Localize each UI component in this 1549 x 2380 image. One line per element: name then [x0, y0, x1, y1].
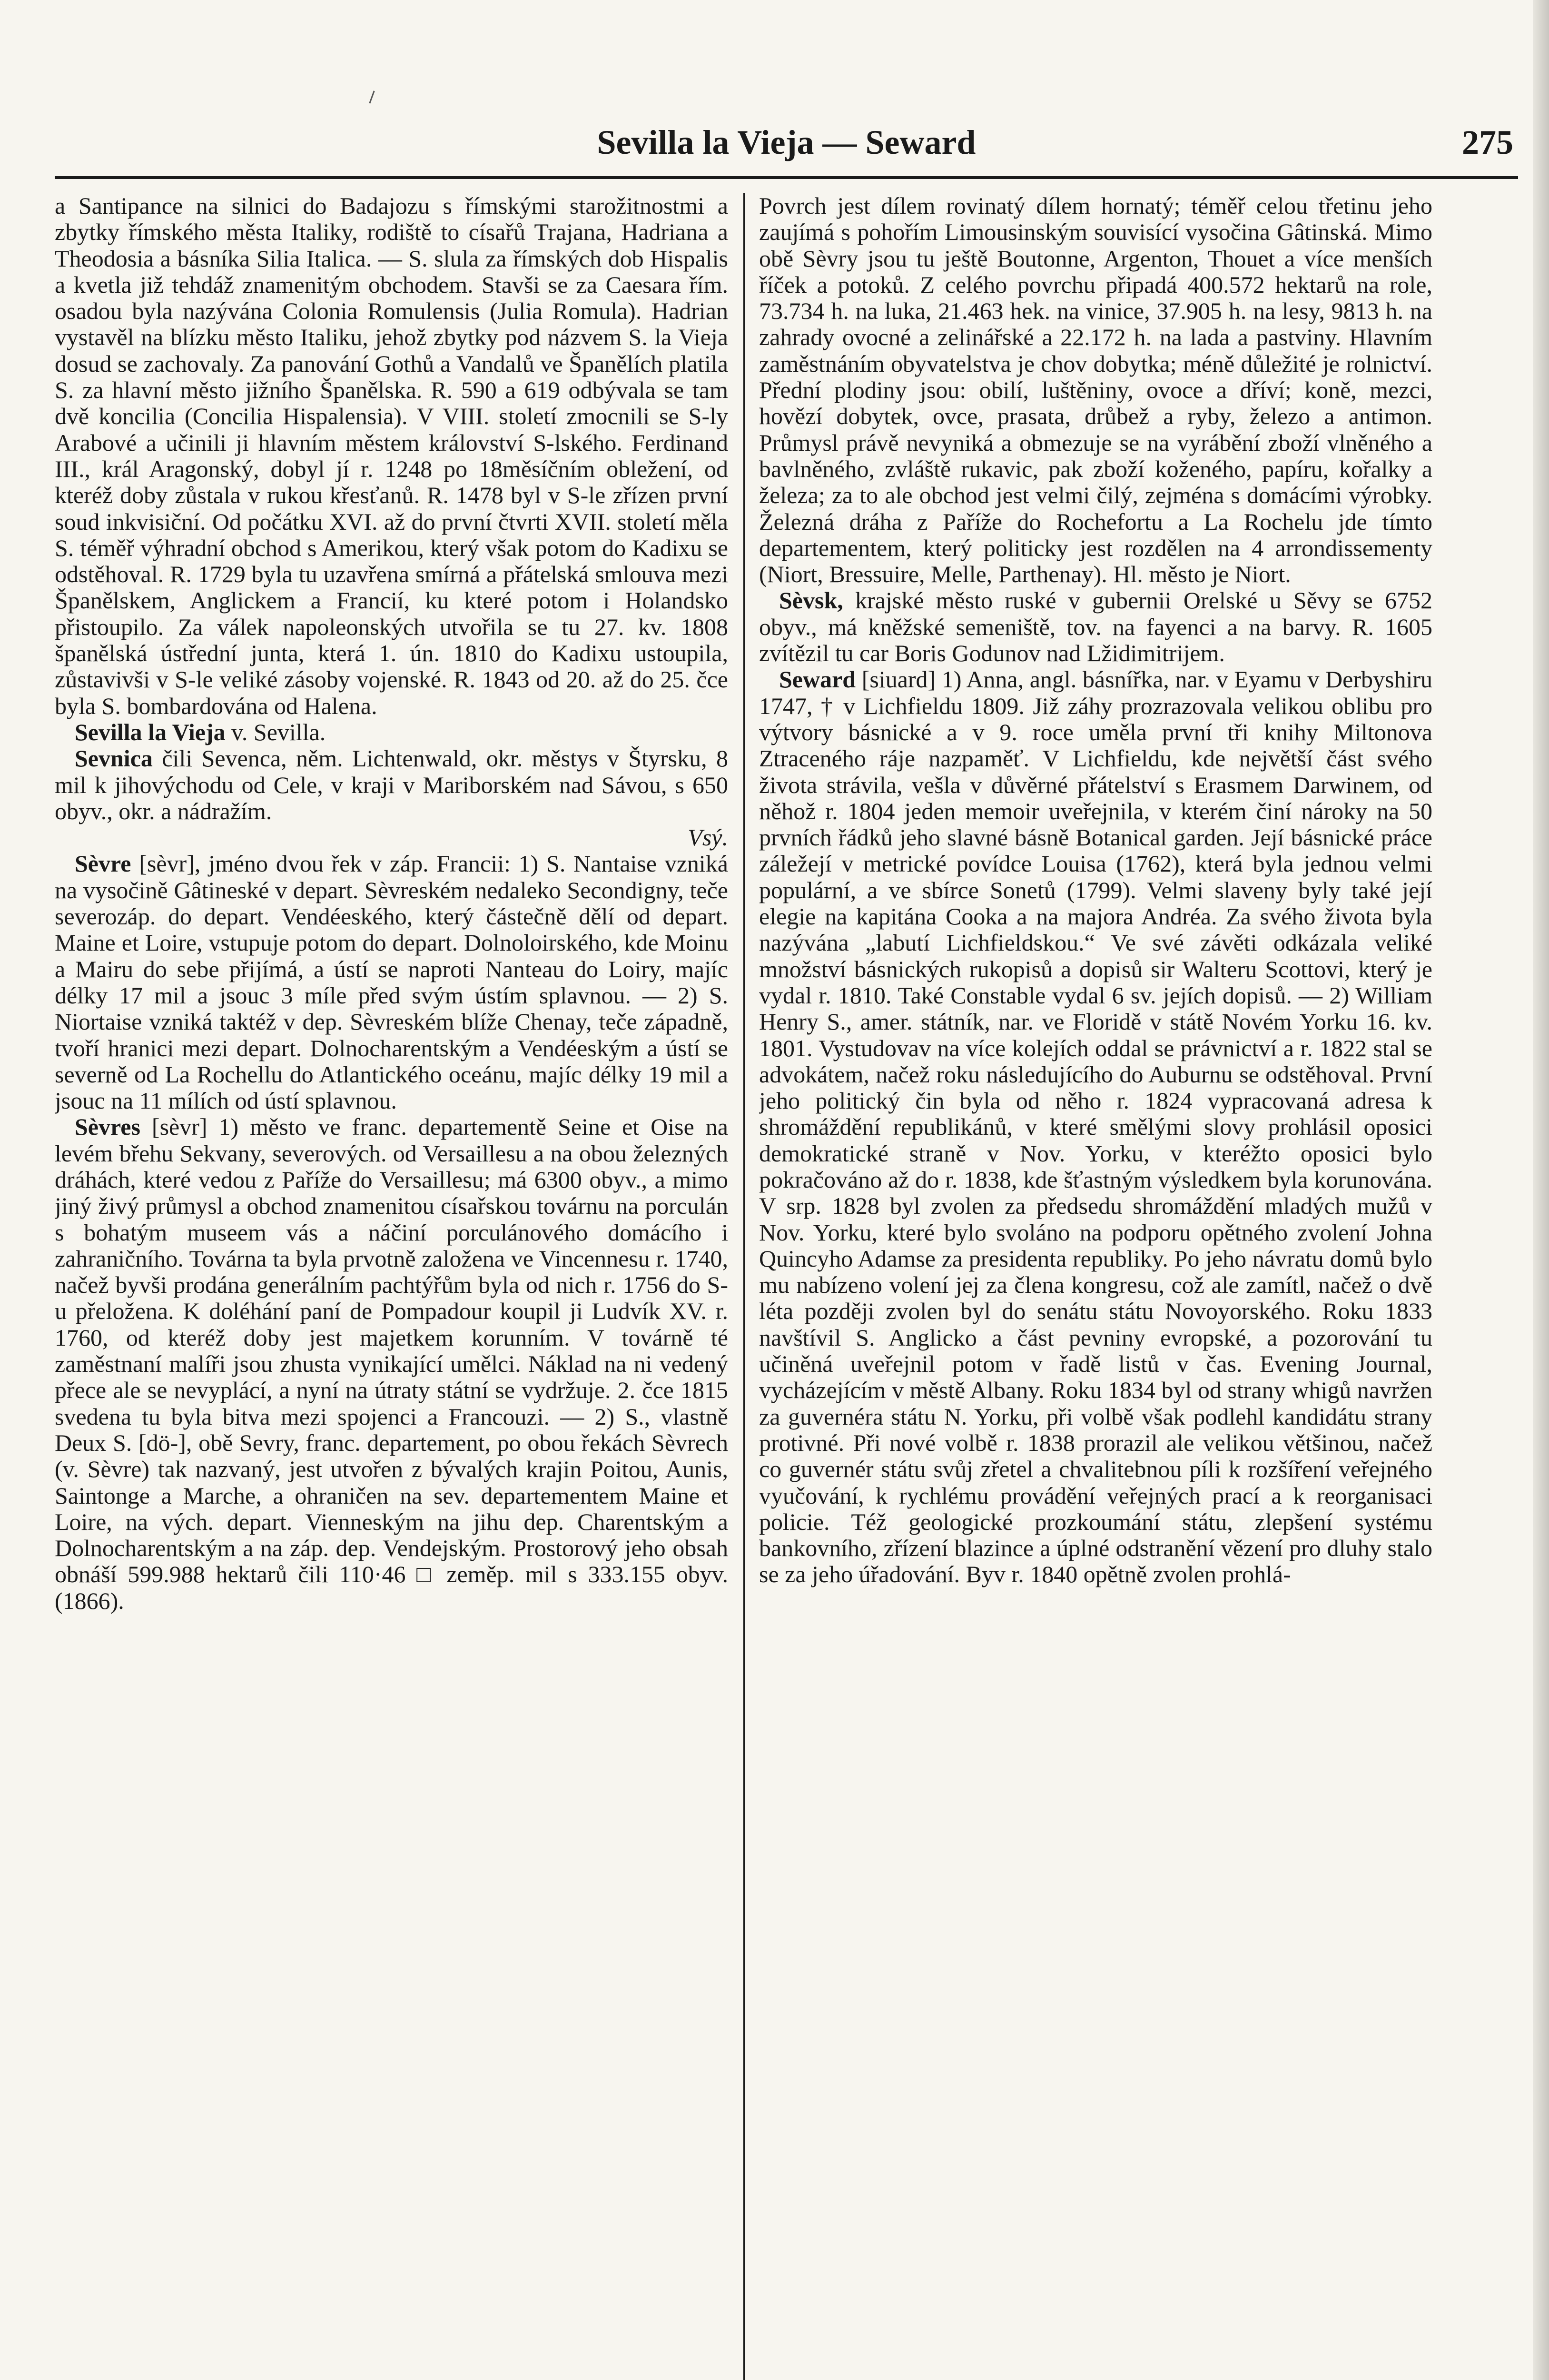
page-edge	[1533, 0, 1549, 2380]
right-column	[759, 193, 1432, 2380]
header-rule	[55, 176, 1518, 179]
entry-text: a Santipance na silnici do Badajozu s římskými starožitnostmi a zbytky římského města Italiky, rodiště to císařů Trajana, Hadriana a Theodosia a básníka Silia Italica. — S. slula za římských dob Hispalis a kvetla již tehdáž znamenitým obchodem. Stavši se za Caesara řím. osadou byla nazývána Colonia Romulensis (Julia Romula). Hadrian vystavěl na blízku město Italiku, jehož zbytky pod názvem S. la Vieja dosud se zachovaly. Za panování Gothů a Vandalů ve Španělích platila S. za hlavní město jižního Španělska. R. 590 a 619 odbývala se tam dvě koncilia (Concilia Hispalensia). V VIII. století zmocnili se S-ly Arabové a učinili ji hlavním městem království S-lského. Ferdinand III., král Aragonský, dobyl jí r. 1248 po 18měsíčním obležení, od kteréž doby zůstala v rukou křesťanů. R. 1478 byl v S-le zřízen první soud inkvisiční. Od počátku XVI. až do první čtvrti XVII. století měla S. téměř výhradní obchod s Amerikou, který však potom do Kadixu se odstěhoval. R. 1729 byla tu uzavřena smírná a přátelská smlouva mezi Španělskem, Anglickem a Francií, ku které potom i Holandsko přistoupilo. Za válek napoleonských utvořila se tu 27. kv. 1808 španělská ústřední junta, která 1. ún. 1810 do Kadixu ustoupila, zůstavivši v S-le veliké zásoby vojenské. R. 1843 od 20. až do 25. čce byla S. bombardována od Halena.	[55, 193, 728, 719]
entry	[55, 719, 728, 745]
entry-headword: Sèvre	[75, 850, 131, 877]
page-header	[55, 114, 1518, 171]
entry	[55, 193, 728, 719]
entry	[759, 193, 1432, 587]
entry-text: v. Sevilla.	[231, 718, 326, 745]
entry	[759, 666, 1432, 1587]
entry-text: [sèvr], jméno dvou řek v záp. Francii: 1) S. Nantaise vzniká na vysočině Gâtineské v depart. Sèvreském nedaleko Secondigny, teče severozáp. do depart. Vendéeského, který částečně dělí od depart. Maine et Loire, vstupuje potom do depart. Dolnoloirského, kde Moinu a Mairu do sebe přijímá, a ústí se naproti Nanteau do Loiry, majíc délky 17 mil a jsouc 3 míle před svým ústím splavnou. — 2) S. Niortaise vzniká taktéž v dep. Sèvreském blíže Chenay, teče západně, tvoří hranici mezi depart. Dolnocharentským a Vendéeským a ústí se severně od La Rochellu do Atlantického oceánu, majíc délky 19 mil a jsouc na 11 mílích od ústí splavnou.	[55, 850, 728, 1114]
entry	[55, 1114, 728, 1614]
entry-text: čili Sevenca, něm. Lichtenwald, okr. městys v Štyrsku, 8 mil k jihovýchodu od Cele, v kraji v Mariborském nad Sávou, s 650 obyv., okr. a nádražím.	[55, 745, 728, 824]
column-divider	[743, 193, 745, 2380]
entry-headword: Sèvres	[75, 1113, 140, 1140]
page-number: 275	[1462, 123, 1513, 161]
running-head: Sevilla la Vieja — Seward	[597, 123, 976, 161]
entry	[55, 851, 728, 1114]
entry	[759, 587, 1432, 666]
entry-headword: Sevnica	[75, 745, 153, 772]
entry-text: [sèvr] 1) město ve franc. departementě Seine et Oise na levém břehu Sekvany, severových. od Versaillesu a na obou železných dráhách, které vedou z Paříže do Versaillesu; má 6300 obyv., a mimo jiný živý průmysl a obchod znamenitou císařskou továrnu na porculán s bohatým museem vás a náčiní porculánového domácího i zahraničního. Továrna ta byla prvotně založena ve Vincennesu r. 1740, načež byvši prodána generálním pachtýřům byla od nich r. 1756 do S-u přeložena. K doléhání paní de Pompadour koupil ji Ludvík XV. r. 1760, od kteréž doby jest majetkem korunním. V továrně té zaměstnaní malíři jsou zhusta vynikající umělci. Náklad na ni vedený přece ale se nevyplácí, a nyní na útraty státní se vydržuje. 2. čce 1815 svedena tu byla bitva mezi spojenci a Francouzi. — 2) S., vlastně Deux S. [dö-], obě Sevry, franc. departement, po obou řekách Sèvrech (v. Sèvre) tak nazvaný, jest utvořen z bývalých krajin Poitou, Aunis, Saintonge a Marche, a ohraničen na sev. departementem Maine et Loire, na vých. depart. Vienneským na jihu dep. Charentským a Dolnocharentským a na záp. dep. Vendejským. Prostorový jeho obsah obnáší 599.988 hektarů čili 110·46 □ zeměp. mil s 333.155 obyv. (1866).	[55, 1113, 728, 1614]
entry-text: krajské město ruské v gubernii Orelské u Sěvy se 6752 obyv., má kněžské semeniště, tov. na fayenci a na barvy. R. 1605 zvítězil tu car Boris Godunov nad Lžidimitrijem.	[759, 587, 1432, 667]
entry-text: [siuard] 1) Anna, angl. básnířka, nar. v Eyamu v Derbyshiru 1747, † v Lichfieldu 1809. Již záhy prozrazovala velikou oblibu pro výtvory básnické a v 9. roce uměla první tři knihy Miltonova Ztraceného ráje nazpaměť. V Lichfieldu, kde největší část svého života strávila, vešla v důvěrné přátelství s Erasmem Darwinem, od něhož r. 1804 jeden memoir uveřejnila, v kterém činí nároky na 50 prvních řádků jeho slavné básně Botanical garden. Její básnické práce záležejí v metrické povídce Louisa (1762), která byla jednou velmi populární, a ve sbírce Sonetů (1799). Velmi slaveny byly také její elegie na kapitána Cooka a na majora Andréa. Za svého života byla nazývána „labutí Lichfieldskou.“ Ve své závěti odkázala veliké množství básnických rukopisů a dopisů sir Walteru Scottovi, který je vydal r. 1810. Také Constable vydal 6 sv. jejích dopisů. — 2) William Henry S., amer. státník, nar. ve Floridě v státě Novém Yorku 16. kv. 1801. Vystudovav na více kolejích oddal se právnictví a r. 1822 stal se advokátem, načež roku následujícího do Auburnu se odstěhoval. První jeho politický čin byla od něho r. 1824 vypracovaná adresa k shromáždění republikánů, v které smělými slovy prohlásil oposici demokratické straně v Nov. Yorku, v kteréžto oposici bylo pokračováno až do r. 1838, kde šťastným výsledkem byla korunována. V srp. 1828 byl zvolen za předsedu shromáždění mladých mužů v Nov. Yorku, které bylo svoláno na podporu opětného zvolení Johna Quincyho Adamse za presidenta republiky. Po jeho návratu domů bylo mu nabízeno volení jej za člena kongresu, což ale zamítl, načež o dvě léta později zvolen byl do senátu státu Novoyorského. Roku 1833 navštívil S. Anglicko a část pevniny evropské, a pozorování tu učiněná uveřejnil potom v řadě listů v čas. Evening Journal, vycházejícím v městě Albany. Roku 1834 byl od strany whigů navržen za guvernéra státu N. Yorku, při volbě však podlehl kandidátu strany protivné. Při nové volbě r. 1838 prorazil ale velikou většinou, načež co guvernér státu svůj zřetel a chvalitebnou píli k rozšíření veřejného vyučování, k rychlému provádění veřejných prací a k reorganisaci policie. Též geologické prozkoumání státu, zlepšení systému bankovního, zřízení blazince a úplné odstranění vězení pro dluhy stalo se za jeho úřadování. Byv r. 1840 opětně zvolen prohlá-	[759, 666, 1432, 1588]
stray-mark	[369, 90, 375, 103]
entry-text: Povrch jest dílem rovinatý dílem hornatý; téměř celou třetinu jeho zaujímá s pohořím Limousinským souvisící vysočina Gâtinská. Mimo obě Sèvry jsou tu ještě Boutonne, Argenton, Thouet a více menších říček a potoků. Z celého povrchu připadá 400.572 hektarů na role, 73.734 h. na luka, 21.463 hek. na vinice, 37.905 h. na lesy, 9813 h. na zahrady ovocné a zelinářské a 22.172 h. na lada a pastviny. Hlavním zaměstnáním obyvatelstva je chov dobytka; méně důležité je rolnictví. Přední plodiny jsou: obilí, luštěniny, ovoce a dříví; koně, mezci, hovězí dobytek, ovce, prasata, drůbež a ryby, železo a antimon. Průmysl právě nevyniká a obmezuje se na vyrábění zboží vlněného a bavlněného, zvláště rukavic, pak zboží koženého, papíru, kořalky a železa; za to ale obchod jest velmi čilý, zejména s domácími výrobky. Železná dráha z Paříže do Rochefortu a La Rochelu jde tímto departementem, který politicky jest rozdělen na 4 arrondissementy (Niort, Bressuire, Melle, Parthenay). Hl. město je Niort.	[759, 193, 1432, 588]
entry-headword: Seward	[779, 666, 856, 693]
entry-headword: Sèvsk,	[779, 587, 843, 614]
entry	[55, 745, 728, 851]
entry-headword: Sevilla la Vieja	[75, 718, 226, 745]
entry-signature: Vsý.	[688, 824, 728, 851]
left-column	[55, 193, 728, 2380]
